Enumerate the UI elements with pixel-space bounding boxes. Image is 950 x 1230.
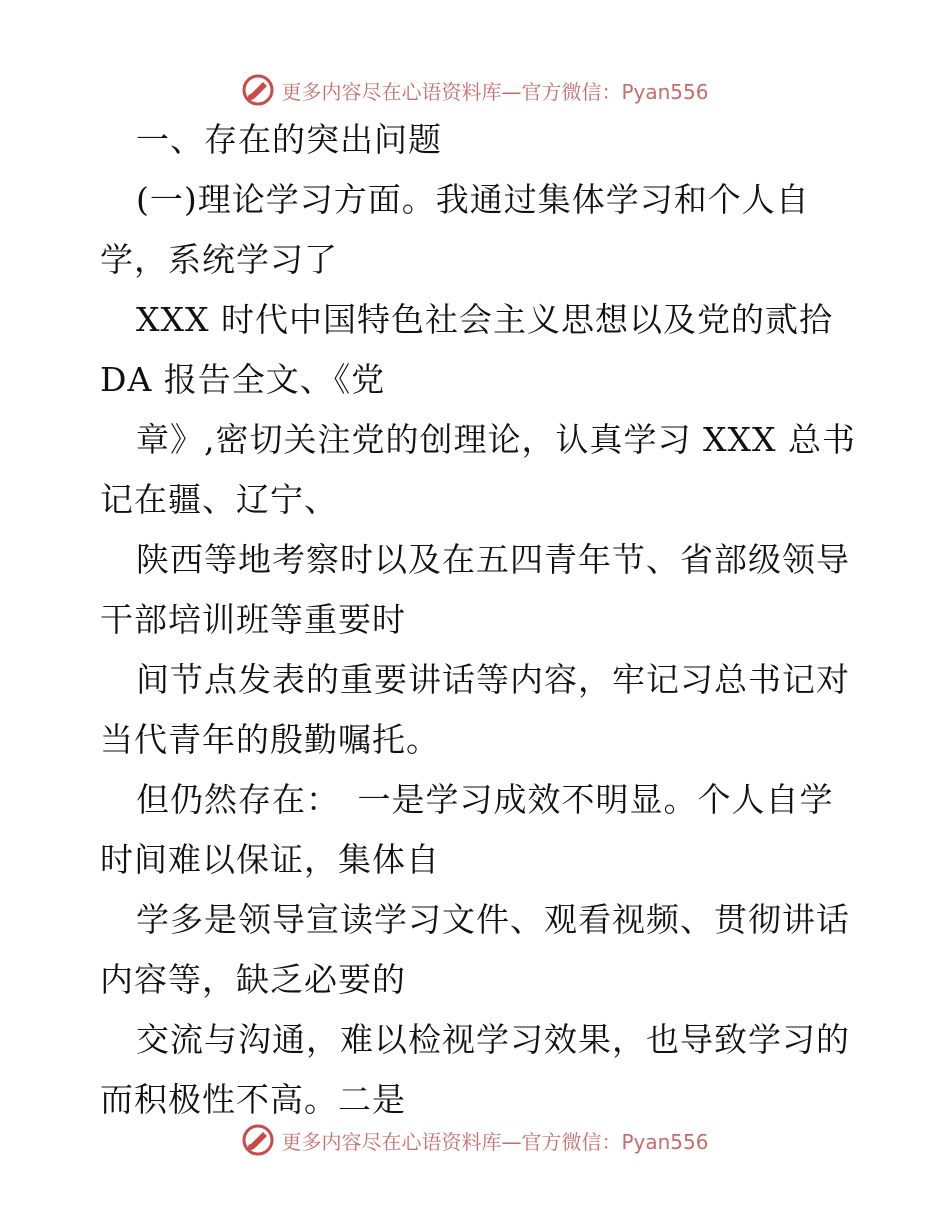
paragraph-line: 间节点发表的重要讲话等内容，牢记习总书记对 — [136, 660, 850, 699]
watermark-text: 更多内容尽在心语资料库—官方微信：Pyan556 — [281, 79, 709, 104]
watermark-text: 更多内容尽在心语资料库—官方微信：Pyan556 — [281, 1129, 709, 1154]
heading-line: 一、存在的突出问题 — [136, 120, 442, 159]
paragraph-line: DA 报告全文、《党 — [100, 360, 386, 399]
paragraph-line: 但仍然存在： 一是学习成效不明显。个人自学 — [136, 780, 834, 819]
watermark-footer — [0, 1120, 950, 1160]
paragraph-line: 学，系统学习了 — [100, 240, 338, 279]
paragraph-line: 内容等，缺乏必要的 — [100, 960, 406, 999]
paragraph-line: 交流与沟通，难以检视学习效果，也导致学习的 — [136, 1020, 850, 1059]
watermark-header — [0, 70, 950, 110]
paragraph-line: XXX 时代中国特色社会主义思想以及党的贰拾 — [136, 300, 833, 339]
logo-icon — [241, 73, 275, 107]
paragraph-line: 干部培训班等重要时 — [100, 600, 406, 639]
paragraph-line: 章》,密切关注党的创理论，认真学习 XXX 总书 — [136, 420, 856, 459]
paragraph-line: 当代青年的殷勤嘱托。 — [100, 720, 440, 759]
paragraph-line: (一)理论学习方面。我通过集体学习和个人自 — [136, 180, 810, 219]
paragraph-line: 记在疆、辽宁、 — [100, 480, 338, 519]
logo-icon — [241, 1123, 275, 1157]
paragraph-line: 而积极性不高。二是 — [100, 1080, 406, 1119]
paragraph-line: 陕西等地考察时以及在五四青年节、省部级领导 — [136, 540, 850, 579]
paragraph-line: 学多是领导宣读学习文件、观看视频、贯彻讲话 — [136, 900, 850, 939]
paragraph-line: 时间难以保证，集体自 — [100, 840, 440, 879]
